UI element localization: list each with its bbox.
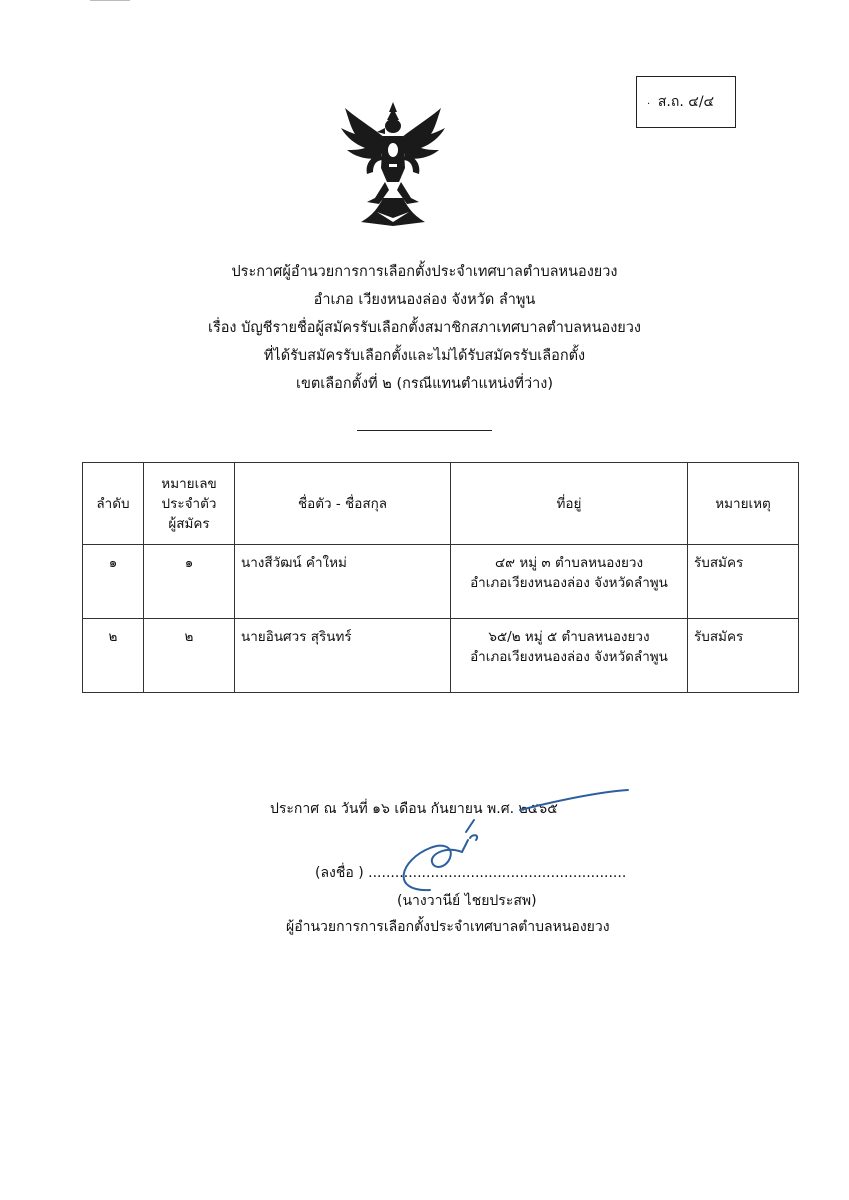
address-line-2: อำเภอเวียงหนองล่อง จังหวัดลำพูน (470, 649, 668, 665)
cell-order: ๑ (83, 545, 144, 619)
address-line-1: ๖๕/๒ หมู่ ๕ ตำบลหนองยวง (488, 629, 650, 645)
header-order: ลำดับ (83, 463, 144, 545)
header-number-line-1: หมายเลข (161, 475, 217, 492)
top-edge-mark (90, 0, 130, 1)
form-code: ส.ถ. ๔/๔ (657, 94, 715, 110)
announce-date: ประกาศ ณ วันที่ ๑๖ เดือน กันยายน พ.ศ. ๒๕๖๕ (270, 801, 558, 817)
sign-label: (ลงชื่อ ) (315, 865, 364, 881)
cell-remark: รับสมัคร (688, 619, 799, 693)
cell-name: นายอินศวร สุรินทร์ (235, 619, 451, 693)
cell-number: ๒ (144, 619, 235, 693)
header-remark: หมายเหตุ (688, 463, 799, 545)
table-row (83, 545, 799, 619)
garuda-emblem (337, 98, 449, 230)
announcement-heading (100, 258, 749, 398)
header-number-line-3: ผู้สมัคร (168, 515, 210, 532)
signer-name: (นางวานีย์ ไชยประสพ) (397, 893, 537, 909)
cell-remark: รับสมัคร (688, 545, 799, 619)
cell-address (451, 619, 688, 693)
sign-dots: .......................................................... (368, 865, 627, 881)
cell-name: นางสีวัฒน์ คำใหม่ (235, 545, 451, 619)
dot-mark: · (647, 99, 651, 110)
form-code-box (636, 76, 736, 128)
table-header-row (83, 463, 799, 545)
heading-line-2: อำเภอ เวียงหนองล่อง จังหวัด ลำพูน (313, 292, 536, 308)
cell-order: ๒ (83, 619, 144, 693)
header-name: ชื่อตัว - ชื่อสกุล (235, 463, 451, 545)
candidate-table (82, 462, 799, 693)
address-line-2: อำเภอเวียงหนองล่อง จังหวัดลำพูน (470, 575, 668, 591)
signer-title: ผู้อำนวยการการเลือกตั้งประจำเทศบาลตำบลหนองยวง (286, 919, 610, 935)
heading-line-1: ประกาศผู้อำนวยการการเลือกตั้งประจำเทศบาลตำบลหนองยวง (231, 264, 618, 280)
table-row (83, 619, 799, 693)
header-address: ที่อยู่ (451, 463, 688, 545)
heading-line-4: ที่ได้รับสมัครรับเลือกตั้งและไม่ได้รับสมัครรับเลือกตั้ง (263, 348, 586, 364)
heading-line-3: เรื่อง บัญชีรายชื่อผู้สมัครรับเลือกตั้งสมาชิกสภาเทศบาลตำบลหนองยวง (207, 320, 642, 336)
handwritten-signature (370, 780, 640, 900)
heading-line-5: เขตเลือกตั้งที่ ๒ (กรณีแทนตำแหน่งที่ว่าง) (296, 376, 553, 392)
cell-address (451, 545, 688, 619)
cell-number: ๑ (144, 545, 235, 619)
header-candidate-number (144, 463, 235, 545)
heading-divider (357, 430, 492, 431)
address-line-1: ๔๙ หมู่ ๓ ตำบลหนองยวง (494, 555, 644, 571)
header-number-line-2: ประจำตัว (161, 495, 217, 512)
